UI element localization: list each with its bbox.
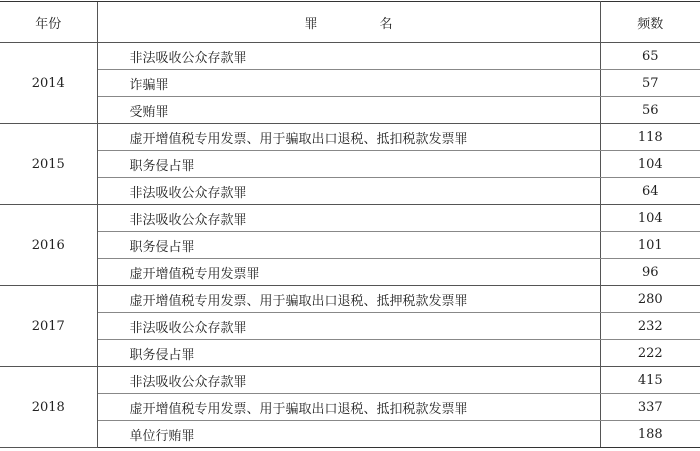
- crime-name-cell: 非法吸收公众存款罪: [97, 205, 600, 232]
- frequency-cell: 232: [600, 313, 700, 340]
- frequency-cell: 56: [600, 97, 700, 124]
- frequency-cell: 280: [600, 286, 700, 313]
- frequency-cell: 104: [600, 151, 700, 178]
- header-crime-right: 名: [379, 16, 393, 32]
- frequency-cell: 65: [600, 43, 700, 70]
- table-row: [0, 367, 700, 394]
- table-row: [0, 340, 700, 367]
- table-row: [0, 205, 700, 232]
- crime-name-cell: 虚开增值税专用发票罪: [97, 259, 600, 286]
- crime-name-cell: 职务侵占罪: [97, 232, 600, 259]
- header-crime-left: 罪: [304, 16, 318, 32]
- table-row: [0, 394, 700, 421]
- header-year: 年份: [0, 2, 97, 43]
- crime-frequency-table: [0, 1, 700, 448]
- table-row: [0, 124, 700, 151]
- table-row: [0, 70, 700, 97]
- crime-name-cell: 职务侵占罪: [97, 151, 600, 178]
- crime-name-cell: 非法吸收公众存款罪: [97, 367, 600, 394]
- table-row: [0, 178, 700, 205]
- table-header: [0, 2, 700, 43]
- crime-name-cell: 职务侵占罪: [97, 340, 600, 367]
- table-row: [0, 232, 700, 259]
- year-cell: 2017: [0, 286, 97, 367]
- crime-name-cell: 虚开增值税专用发票、用于骗取出口退税、抵扣税款发票罪: [97, 394, 600, 421]
- frequency-cell: 57: [600, 70, 700, 97]
- table-row: [0, 43, 700, 70]
- table-row: [0, 151, 700, 178]
- year-cell: 2018: [0, 367, 97, 448]
- header-frequency: 频数: [600, 2, 700, 43]
- year-cell: 2016: [0, 205, 97, 286]
- year-cell: 2014: [0, 43, 97, 124]
- crime-name-cell: 非法吸收公众存款罪: [97, 43, 600, 70]
- year-cell: 2015: [0, 124, 97, 205]
- header-crime: [97, 2, 600, 43]
- crime-name-cell: 非法吸收公众存款罪: [97, 313, 600, 340]
- crime-name-cell: 单位行贿罪: [97, 421, 600, 448]
- frequency-cell: 188: [600, 421, 700, 448]
- header-row: [0, 2, 700, 43]
- frequency-cell: 104: [600, 205, 700, 232]
- table-body: [0, 43, 700, 448]
- frequency-cell: 118: [600, 124, 700, 151]
- frequency-cell: 64: [600, 178, 700, 205]
- table-row: [0, 259, 700, 286]
- frequency-cell: 222: [600, 340, 700, 367]
- crime-name-cell: 受贿罪: [97, 97, 600, 124]
- frequency-cell: 96: [600, 259, 700, 286]
- table-row: [0, 97, 700, 124]
- table-row: [0, 286, 700, 313]
- crime-name-cell: 诈骗罪: [97, 70, 600, 97]
- crime-name-cell: 非法吸收公众存款罪: [97, 178, 600, 205]
- table-row: [0, 313, 700, 340]
- frequency-cell: 337: [600, 394, 700, 421]
- crime-name-cell: 虚开增值税专用发票、用于骗取出口退税、抵扣税款发票罪: [97, 124, 600, 151]
- frequency-cell: 415: [600, 367, 700, 394]
- frequency-cell: 101: [600, 232, 700, 259]
- crime-name-cell: 虚开增值税专用发票、用于骗取出口退税、抵押税款发票罪: [97, 286, 600, 313]
- table-row: [0, 421, 700, 448]
